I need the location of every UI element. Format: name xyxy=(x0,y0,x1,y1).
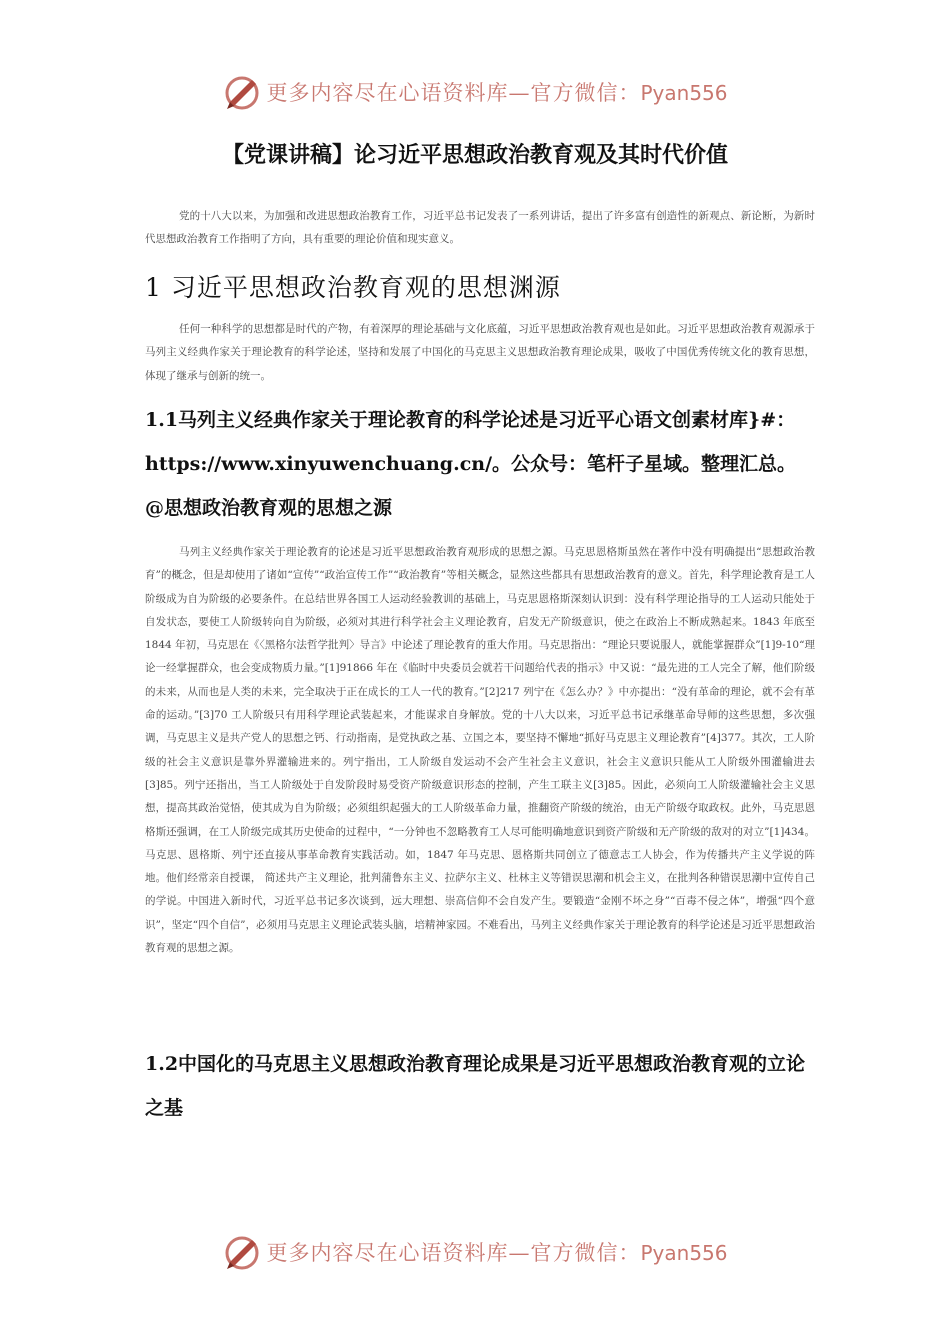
intro-paragraph: 党的十八大以来，为加强和改进思想政治教育工作，习近平总书记发表了一系列讲话，提出了许多富有创造性的新观点、新论断，为新时代思想政治教育工作指明了方向，具有重要的理论价值和现实意义。 xyxy=(145,210,815,246)
section-1-1-heading: 1.1马列主义经典作家关于理论教育的科学论述是习近平心语文创素材库}#：https://www.xinyuwenchuang.cn/。公众号：笔杆子星域。整理汇总。@思想政治教育观的思想之源 xyxy=(145,409,797,519)
document-title: 【党课讲稿】论习近平思想政治教育观及其时代价值 xyxy=(221,143,728,168)
section-1-1-body xyxy=(145,541,815,960)
section-1-2 xyxy=(145,1042,815,1130)
pen-logo-icon xyxy=(222,72,262,112)
section-1-2-heading: 1.2中国化的马克思主义思想政治教育理论成果是习近平思想政治教育观的立论之基 xyxy=(145,1053,806,1119)
section-1-paragraph: 任何一种科学的思想都是时代的产物，有着深厚的理论基础与文化底蕴，习近平思想政治教育观也是如此。习近平思想政治教育观源承于马列主义经典作家关于理论教育的科学论述，坚持和发展了中国化的马克思主义思想政治教育理论成果，吸收了中国优秀传统文化的教育思想，体现了继承与创新的统一。 xyxy=(145,323,815,382)
banner-text: 更多内容尽在心语资料库—官方微信：Pyan556 xyxy=(266,1241,728,1265)
section-1 xyxy=(145,268,815,304)
footer-watermark-banner xyxy=(0,1230,950,1274)
intro-block xyxy=(145,205,815,252)
section-1-body xyxy=(145,318,815,388)
section-1-heading: 1 习近平思想政治教育观的思想渊源 xyxy=(145,273,561,302)
section-1-1-paragraph: 马列主义经典作家关于理论教育的论述是习近平思想政治教育观形成的思想之源。马克思恩格斯虽然在著作中没有明确提出“思想政治教育”的概念，但是却使用了诸如“宣传”“政治宣传工作”“政治教育”等相关概念，显然这些都具有思想政治教育的意义。首先，科学理论教育是工人阶级成为自为阶级的必要条件。在总结世界各国工人运动经验教训的基础上，马克思恩格斯深刻认识到：没有科学理论指导的工人运动只能处于自发状态，要使工人阶级转向自为阶级，必须对其进行科学社会主义理论教育，启发无产阶级意识，使之在政治上不断成熟起来。1843 年底至 1844 年初，马克思在《〈黑格尔法哲学批判〉导言》中论述了理论教育的重大作用。马克思指出：“理论只要说服人，就能掌握群众”[1]9-10“理论一经掌握群众，也会变成物质力量。”[1]91866 年在《临时中央委员会就若干问题给代表的指示》中又说：“最先进的工人完全了解，他们阶级的未来，从而也是人类的未来，完全取决于正在成长的工人一代的教育。”[2]217 列宁在《怎么办？》中亦提出：“没有革命的理论，就不会有革命的运动。”[3]70 工人阶级只有用科学理论武装起来，才能谋求自身解放。党的十八大以来，习近平总书记承继革命导师的这些思想，多次强调，马克思主义是共产党人的思想之钙、行动指南，是党执政之基、立国之本，要坚持不懈地“抓好马克思主义理论教育”[4]377。其次，工人阶级的社会主义意识是靠外界灌输进来的。列宁指出，工人阶级自发运动不会产生社会主义意识，社会主义意识只能从工人阶级外围灌输进去[3]85。列宁还指出，当工人阶级处于自发阶段时易受资产阶级意识形态的控制，产生工联主义[3]85。因此，必须向工人阶级灌输社会主义思想，提高其政治觉悟，使其成为自为阶级；必须组织起强大的工人阶级革命力量，推翻资产阶级的统治，由无产阶级夺取政权。此外，马克思恩格斯还强调，在工人阶级完成其历史使命的过程中，“一分钟也不忽略教育工人尽可能明确地意识到资产阶级和无产阶级的敌对的对立”[1]434。马克思、恩格斯、列宁还直接从事革命教育实践活动。如，1847 年马克思、恩格斯共同创立了德意志工人协会，作为传播共产主义学说的阵地。他们经常亲自授课， 简述共产主义理论，批判蒲鲁东主义、拉萨尔主义、杜林主义等错误思潮和机会主义，在批判各种错误思潮中宣传自己的学说。中国进入新时代，习近平总书记多次谈到，远大理想、崇高信仰不会自发产生。要锻造“金刚不坏之身”“百毒不侵之体”，增强“四个意识”，坚定“四个自信”，必须用马克思主义理论武装头脑，培精神家园。不难看出，马列主义经典作家关于理论教育的科学论述是习近平思想政治教育观的思想之源。 xyxy=(145,546,815,955)
section-1-1 xyxy=(145,398,815,530)
header-watermark-banner xyxy=(0,70,950,114)
pen-logo-icon xyxy=(222,1232,262,1272)
banner-text: 更多内容尽在心语资料库—官方微信：Pyan556 xyxy=(266,81,728,105)
